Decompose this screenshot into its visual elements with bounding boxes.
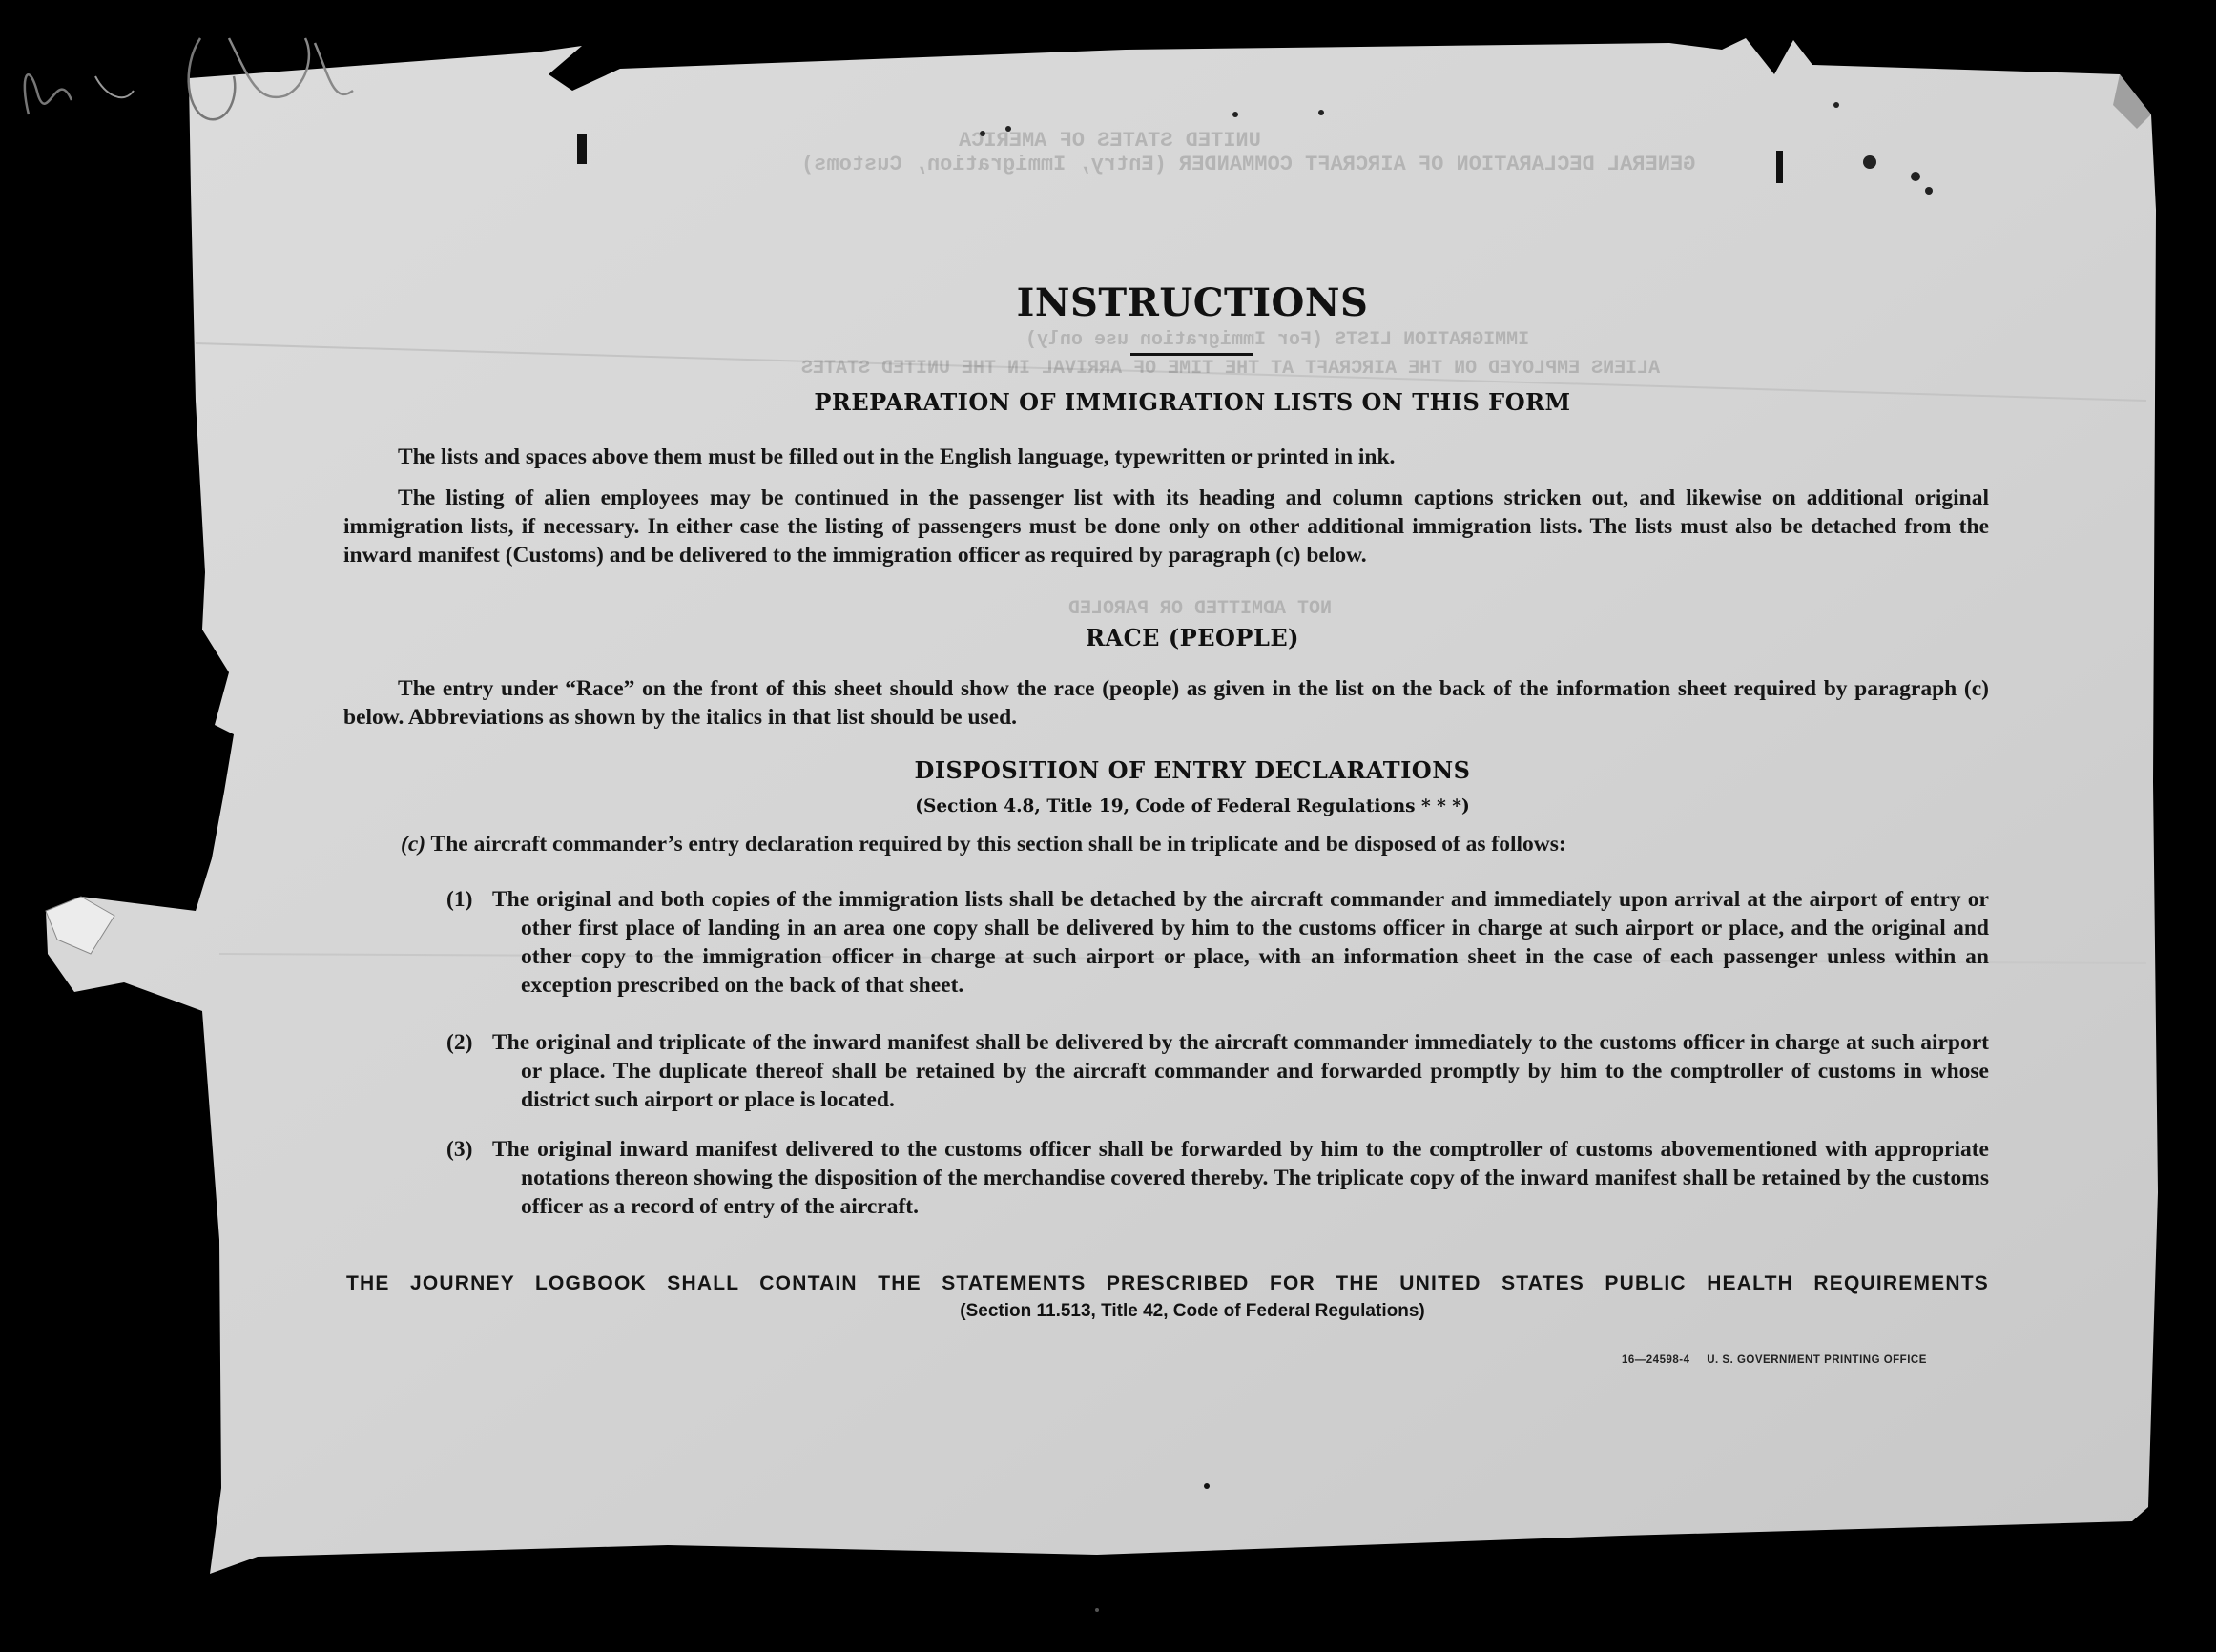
- preparation-paragraph-2-text: The listing of alien employees may be continued in the passenger list with its heading and column captions stricken out, and likewise on additional original immigration lists, if necessary. In either case the listing of passengers must be done only on other additional immigration lists. The lists must also be detached from the inward manifest (Customs) and be delivered to the immigration officer as required by paragraph (c) below.: [343, 485, 1989, 568]
- printer-imprint: [1622, 1354, 1927, 1366]
- disposition-citation: (Section 4.8, Title 19, Code of Federal Regulations * * *): [915, 796, 1470, 816]
- logbook-citation: (Section 11.513, Title 42, Code of Federal Regulations): [960, 1301, 1425, 1321]
- item-number: (1): [446, 887, 473, 912]
- race-paragraph: [343, 674, 1989, 732]
- disposition-heading: DISPOSITION OF ENTRY DECLARATIONS: [914, 756, 1471, 784]
- preparation-paragraph-2: [343, 484, 1989, 569]
- disposition-item-2: [446, 1028, 1989, 1114]
- form-code: 16—24598-4: [1622, 1354, 1690, 1366]
- item-number: (2): [446, 1030, 473, 1055]
- item-text: The original inward manifest delivered to the customs officer shall be forwarded by him to the comptroller of customs abovementioned with appropriate notations thereon showing the disposition of the merchandise covered thereby. The triplicate copy of the inward manifest shall be retained by the customs officer as a record of entry of the aircraft.: [492, 1137, 1989, 1219]
- title-underline: [1130, 353, 1253, 356]
- logbook-statement: THE JOURNEY LOGBOOK SHALL CONTAIN THE STATEMENTS PRESCRIBED FOR THE UNITED STATES PUBLIC HEALTH REQUIREMENTS: [346, 1272, 1989, 1294]
- race-paragraph-text: The entry under “Race” on the front of this sheet should show the race (people) as given in the list on the back of the information sheet required by paragraph (c) below. Abbreviations as shown by the italics in that list should be used.: [343, 676, 1989, 730]
- item-number: (3): [446, 1137, 473, 1162]
- printer-name: U. S. GOVERNMENT PRINTING OFFICE: [1707, 1354, 1927, 1366]
- item-text: The original and both copies of the immigration lists shall be detached by the aircraft commander and immediately upon arrival at the airport of entry or other first place of landing in an area one copy shall be delivered by him to the customs officer in charge at such airport or place, and the original and other copy to the immigration officer in charge at such airport or place, with an information sheet in the case of each passenger unless within an exception prescribed on the back of that sheet.: [492, 887, 1989, 998]
- race-heading: RACE (PEOPLE): [1086, 624, 1299, 651]
- disposition-intro-label: (c): [401, 832, 426, 857]
- preparation-heading: PREPARATION OF IMMIGRATION LISTS ON THIS FORM: [814, 388, 1571, 416]
- item-text: The original and triplicate of the inward manifest shall be delivered by the aircraft commander immediately to the customs officer in charge at such airport or place. The duplicate thereof shall be retained by the aircraft commander and forwarded promptly by him to the comptroller of customs in whose district such airport or place is located.: [492, 1030, 1989, 1112]
- handwritten-signature: [0, 0, 401, 143]
- document-sheet: UNITED STATES OF AMERICA GENERAL DECLARATION OF AIRCRAFT COMMANDER (Entry, Immigration, Customs) IMMIGRATION LISTS (For Immigration use only) ALIENS EMPLOYED ON THE AIRCRAFT AT THE TIME OF ARRIVAL IN THE UNITED STATES NOT ADMITTED OR PAROLED: [0, 0, 2216, 1652]
- preparation-paragraph-1: [343, 443, 1989, 471]
- disposition-item-3: [446, 1135, 1989, 1221]
- preparation-paragraph-1-text: The lists and spaces above them must be filled out in the English language, typewritten or printed in ink.: [398, 444, 1396, 469]
- disposition-intro: [401, 830, 2022, 858]
- disposition-intro-text: The aircraft commander’s entry declaration required by this section shall be in triplicate and be disposed of as follows:: [430, 832, 1566, 857]
- disposition-item-1: [446, 885, 1989, 1000]
- page-title: INSTRUCTIONS: [1016, 280, 1369, 325]
